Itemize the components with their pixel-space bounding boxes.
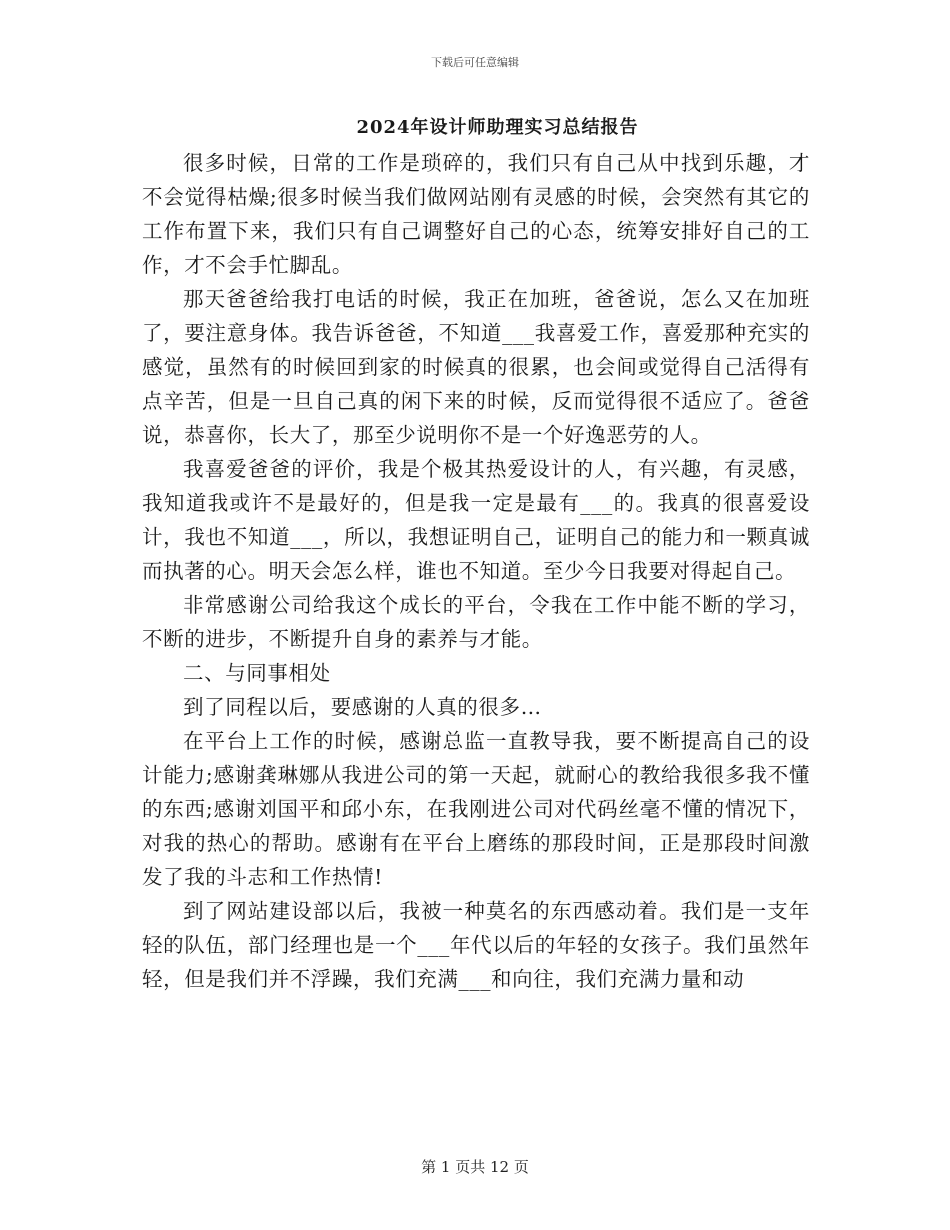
header-note: 下载后可任意编辑 bbox=[431, 56, 519, 69]
page-number: 第 1 页共 12 页 bbox=[421, 1158, 529, 1176]
document-title: 2024年设计师助理实习总结报告 bbox=[356, 117, 639, 138]
paragraph: 到了网站建设部以后，我被一种莫名的东西感动着。我们是一支年轻的队伍，部门经理也是一个___年代以后的年轻的女孩子。我们虽然年轻，但是我们并不浮躁，我们充满___和向往，我们充满力量和动 bbox=[142, 899, 810, 991]
paragraph: 我喜爱爸爸的评价，我是个极其热爱设计的人，有兴趣，有灵感，我知道我或许不是最好的，但是我一定是最有___的。我真的很喜爱设计，我也不知道___，所以，我想证明自己，证明自己的能力和一颗真诚而执著的心。明天会怎么样，谁也不知道。至少今日我要对得起自己。 bbox=[142, 457, 810, 583]
document-body bbox=[142, 146, 810, 996]
paragraph: 很多时候，日常的工作是琐碎的，我们只有自己从中找到乐趣，才不会觉得枯燥;很多时候当我们做网站刚有灵感的时候，会突然有其它的工作布置下来，我们只有自己调整好自己的心态，统筹安排好自己的工作，才不会手忙脚乱。 bbox=[142, 151, 810, 277]
paragraph: 在平台上工作的时候，感谢总监一直教导我，要不断提高自己的设计能力;感谢龚琳娜从我进公司的第一天起，就耐心的教给我很多我不懂的东西;感谢刘国平和邱小东，在我刚进公司对代码丝毫不懂的情况下，对我的热心的帮助。感谢有在平台上磨练的那段时间，正是那段时间激发了我的斗志和工作热情! bbox=[142, 729, 810, 889]
paragraph: 那天爸爸给我打电话的时候，我正在加班，爸爸说，怎么又在加班了，要注意身体。我告诉爸爸，不知道___我喜爱工作，喜爱那种充实的感觉，虽然有的时候回到家的时候真的很累，也会间或觉得自己活得有点辛苦，但是一旦自己真的闲下来的时候，反而觉得很不适应了。爸爸说，恭喜你，长大了，那至少说明你不是一个好逸恶劳的人。 bbox=[142, 287, 810, 447]
section-heading: 二、与同事相处 bbox=[183, 661, 331, 685]
paragraph: 到了同程以后，要感谢的人真的很多… bbox=[183, 695, 542, 719]
paragraph: 非常感谢公司给我这个成长的平台，令我在工作中能不断的学习，不断的进步，不断提升自身的素养与才能。 bbox=[142, 593, 810, 651]
